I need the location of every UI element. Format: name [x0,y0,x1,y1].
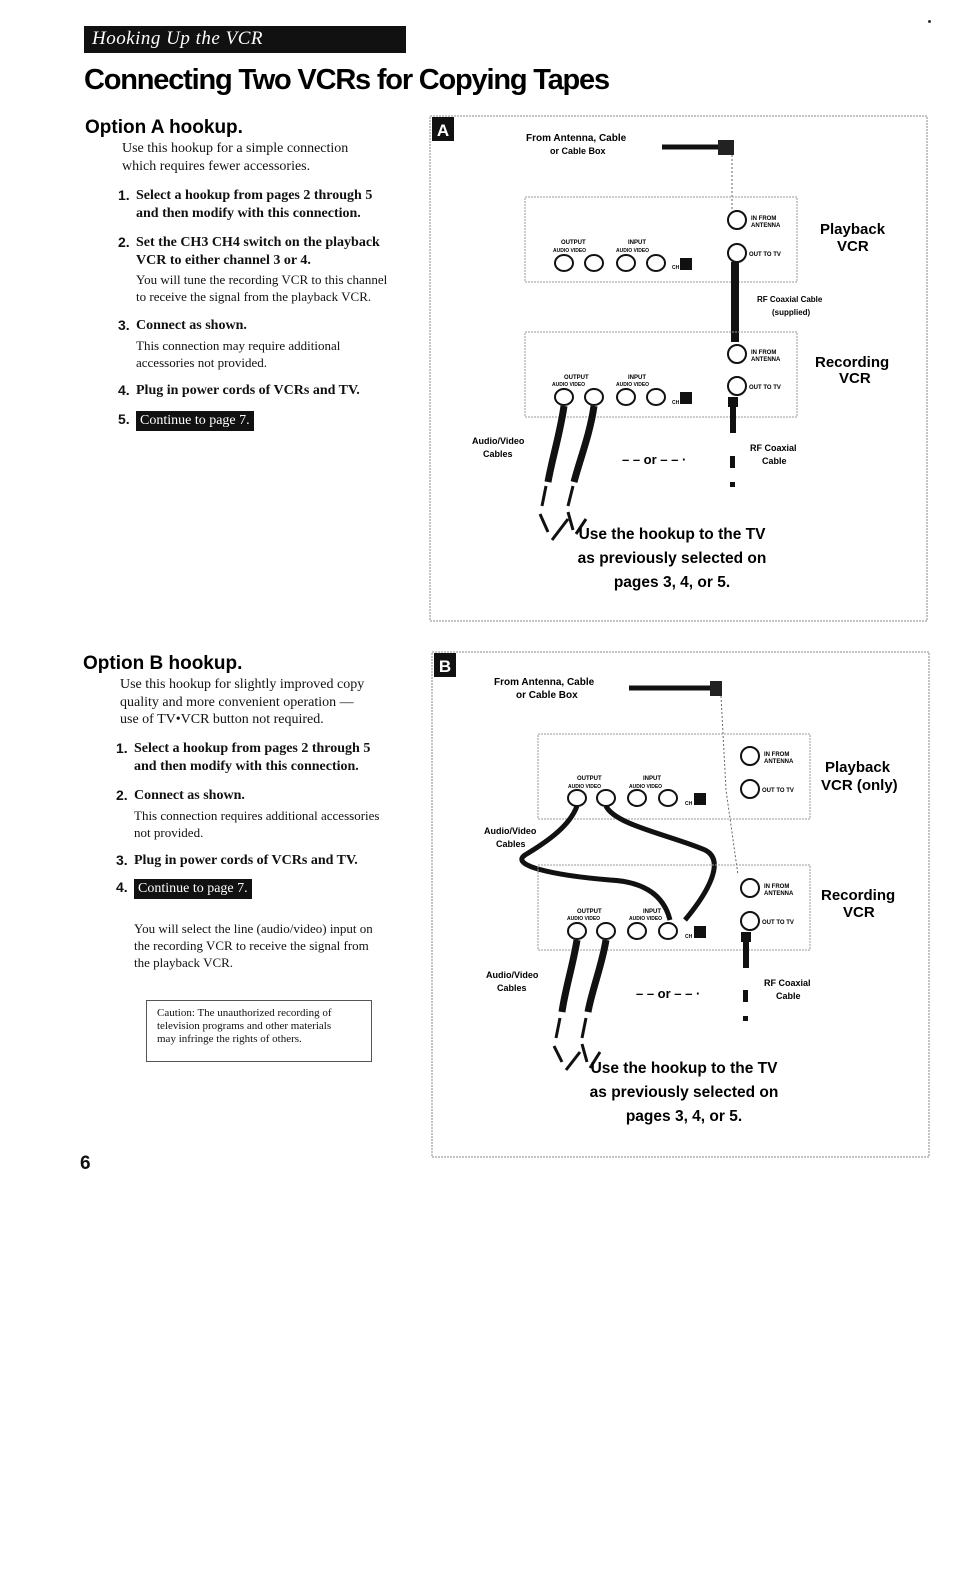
av-cables-label: Cables [496,839,526,849]
source-label: or Cable Box [516,690,578,701]
output-label: OUTPUT [577,909,602,915]
continue-link[interactable]: Continue to page 7. [134,879,252,899]
recording-vcr-label: Recording [821,887,896,904]
footer-text: Use the hookup to the TV [578,526,766,543]
option-b-heading: Option B hookup. [83,653,243,674]
rf-dash [730,456,735,468]
ch-switch-icon [680,258,692,270]
out-to-tv-jack [728,244,746,262]
in-from-label: IN FROM [764,752,790,758]
footer-text: Use the hookup to the TV [590,1060,778,1077]
output-label: OUTPUT [577,776,602,782]
option-b-note: You will select the line (audio/video) input on the recording VCR to receive the signal from the playback VCR. [134,921,373,970]
margin-mark [928,20,931,23]
rf-output-cable [730,407,736,433]
input-label: INPUT [643,909,661,915]
or-separator: – – or – – · [622,452,687,467]
rf-coaxial-label: Cable [776,991,801,1001]
video-out-jack [597,923,615,939]
ch-switch-icon [680,392,692,404]
audio-in-jack [617,255,635,271]
audio-video-label: AUDIO VIDEO [629,784,663,790]
in-from-antenna-jack [728,345,746,363]
rf-cable-label: (supplied) [772,308,811,317]
rf-coaxial-label: RF Coaxial [764,978,811,988]
out-to-tv-label: OUT TO TV [762,788,794,794]
playback-vcr-label: Playback [825,759,891,776]
ch-label: CH [685,801,693,807]
audio-out-jack [568,790,586,806]
cable-connector [710,681,722,696]
antenna-label: ANTENNA [764,759,794,765]
audio-video-label: AUDIO VIDEO [553,248,587,254]
footer-text: as previously selected on [577,550,767,567]
video-out-jack [597,790,615,806]
input-label: INPUT [643,776,661,782]
out-to-tv-label: OUT TO TV [749,385,781,391]
video-out-jack [585,255,603,271]
badge-label: B [438,657,452,676]
caution-box: Caution: The unauthorized recording of television programs and other materials may infringe the rights of others. [146,1000,372,1062]
input-label: INPUT [628,375,646,381]
in-from-antenna-jack [741,879,759,897]
rf-dash [743,1016,748,1021]
source-label: From Antenna, Cable [526,133,627,144]
audio-video-label: AUDIO VIDEO [616,248,650,254]
badge-label: A [436,121,450,140]
rf-dash [743,990,748,1002]
audio-out-jack [555,389,573,405]
in-from-label: IN FROM [751,216,777,222]
audio-video-label: AUDIO VIDEO [616,382,650,388]
audio-in-jack [628,790,646,806]
footer-text: pages 3, 4, or 5. [613,574,731,591]
antenna-label: ANTENNA [751,223,781,229]
option-a-heading: Option A hookup. [85,117,243,138]
output-label: OUTPUT [564,375,589,381]
option-a-intro: Use this hookup for a simple connection which requires fewer accessories. [122,141,349,174]
ch-label: CH [685,934,693,940]
in-from-antenna-jack [741,747,759,765]
rf-coaxial-cable [731,262,739,342]
audio-video-label: AUDIO VIDEO [568,784,602,790]
av-cables-label: Audio/Video [484,826,537,836]
audio-video-label: AUDIO VIDEO [567,916,601,922]
rf-output-cable [743,942,749,968]
audio-cable [562,940,577,1012]
rf-dash [730,482,735,487]
audio-video-label: AUDIO VIDEO [629,916,663,922]
recording-vcr-label: VCR [839,370,871,387]
video-in-jack [659,790,677,806]
rf-cable-label: RF Coaxial Cable [757,295,823,304]
recording-vcr-label: Recording [815,354,890,371]
continue-link[interactable]: Continue to page 7. [136,411,254,431]
playback-vcr-label: Playback [820,221,886,238]
audio-cable [522,806,670,920]
or-separator: – – or – – · [636,986,701,1001]
cable-dash [554,1018,580,1070]
antenna-label: ANTENNA [764,891,794,897]
diagram-b [430,650,932,1160]
ch-switch-icon [694,793,706,805]
page-title: Connecting Two VCRs for Copying Tapes [84,64,609,96]
out-to-tv-jack [728,377,746,395]
out-to-tv-jack [741,912,759,930]
out-to-tv-jack [741,780,759,798]
in-from-label: IN FROM [764,884,790,890]
out-to-tv-label: OUT TO TV [749,252,781,258]
video-in-jack [659,923,677,939]
audio-in-jack [617,389,635,405]
in-from-label: IN FROM [751,350,777,356]
ch-label: CH [672,400,680,406]
audio-video-label: AUDIO VIDEO [552,382,586,388]
video-cable [588,940,606,1012]
audio-out-jack [568,923,586,939]
antenna-label: ANTENNA [751,357,781,363]
option-b-intro: Use this hookup for slightly improved copy quality and more convenient operation — use of TV•VCR button not required. [120,677,365,727]
audio-out-jack [555,255,573,271]
rf-coaxial-label: Cable [762,456,787,466]
source-label: or Cable Box [550,146,606,156]
video-out-jack [585,389,603,405]
page-number: 6 [80,1153,91,1174]
playback-vcr-label: VCR (only) [821,777,898,794]
section-header-bar: Hooking Up the VCR [84,26,406,53]
antenna-lead [721,696,738,875]
av-cables-label: Audio/Video [486,970,539,980]
output-label: OUTPUT [561,240,586,246]
rf-coaxial-label: RF Coaxial [750,443,797,453]
in-from-antenna-jack [728,211,746,229]
cable-dash [540,486,568,540]
rf-plug [741,932,751,942]
video-in-jack [647,255,665,271]
av-cables-label: Cables [497,983,527,993]
av-cables-label: Cables [483,449,513,459]
av-cables-label: Audio/Video [472,436,525,446]
ch-label: CH [672,265,680,271]
cable-connector [718,140,734,155]
source-label: From Antenna, Cable [494,677,595,688]
footer-text: pages 3, 4, or 5. [625,1108,743,1125]
video-in-jack [647,389,665,405]
diagram-a [428,114,930,624]
input-label: INPUT [628,240,646,246]
playback-vcr-label: VCR [837,238,869,255]
footer-text: as previously selected on [589,1084,779,1101]
ch-switch-icon [694,926,706,938]
recording-vcr-label: VCR [843,904,875,921]
out-to-tv-label: OUT TO TV [762,920,794,926]
rf-plug [728,397,738,407]
audio-in-jack [628,923,646,939]
